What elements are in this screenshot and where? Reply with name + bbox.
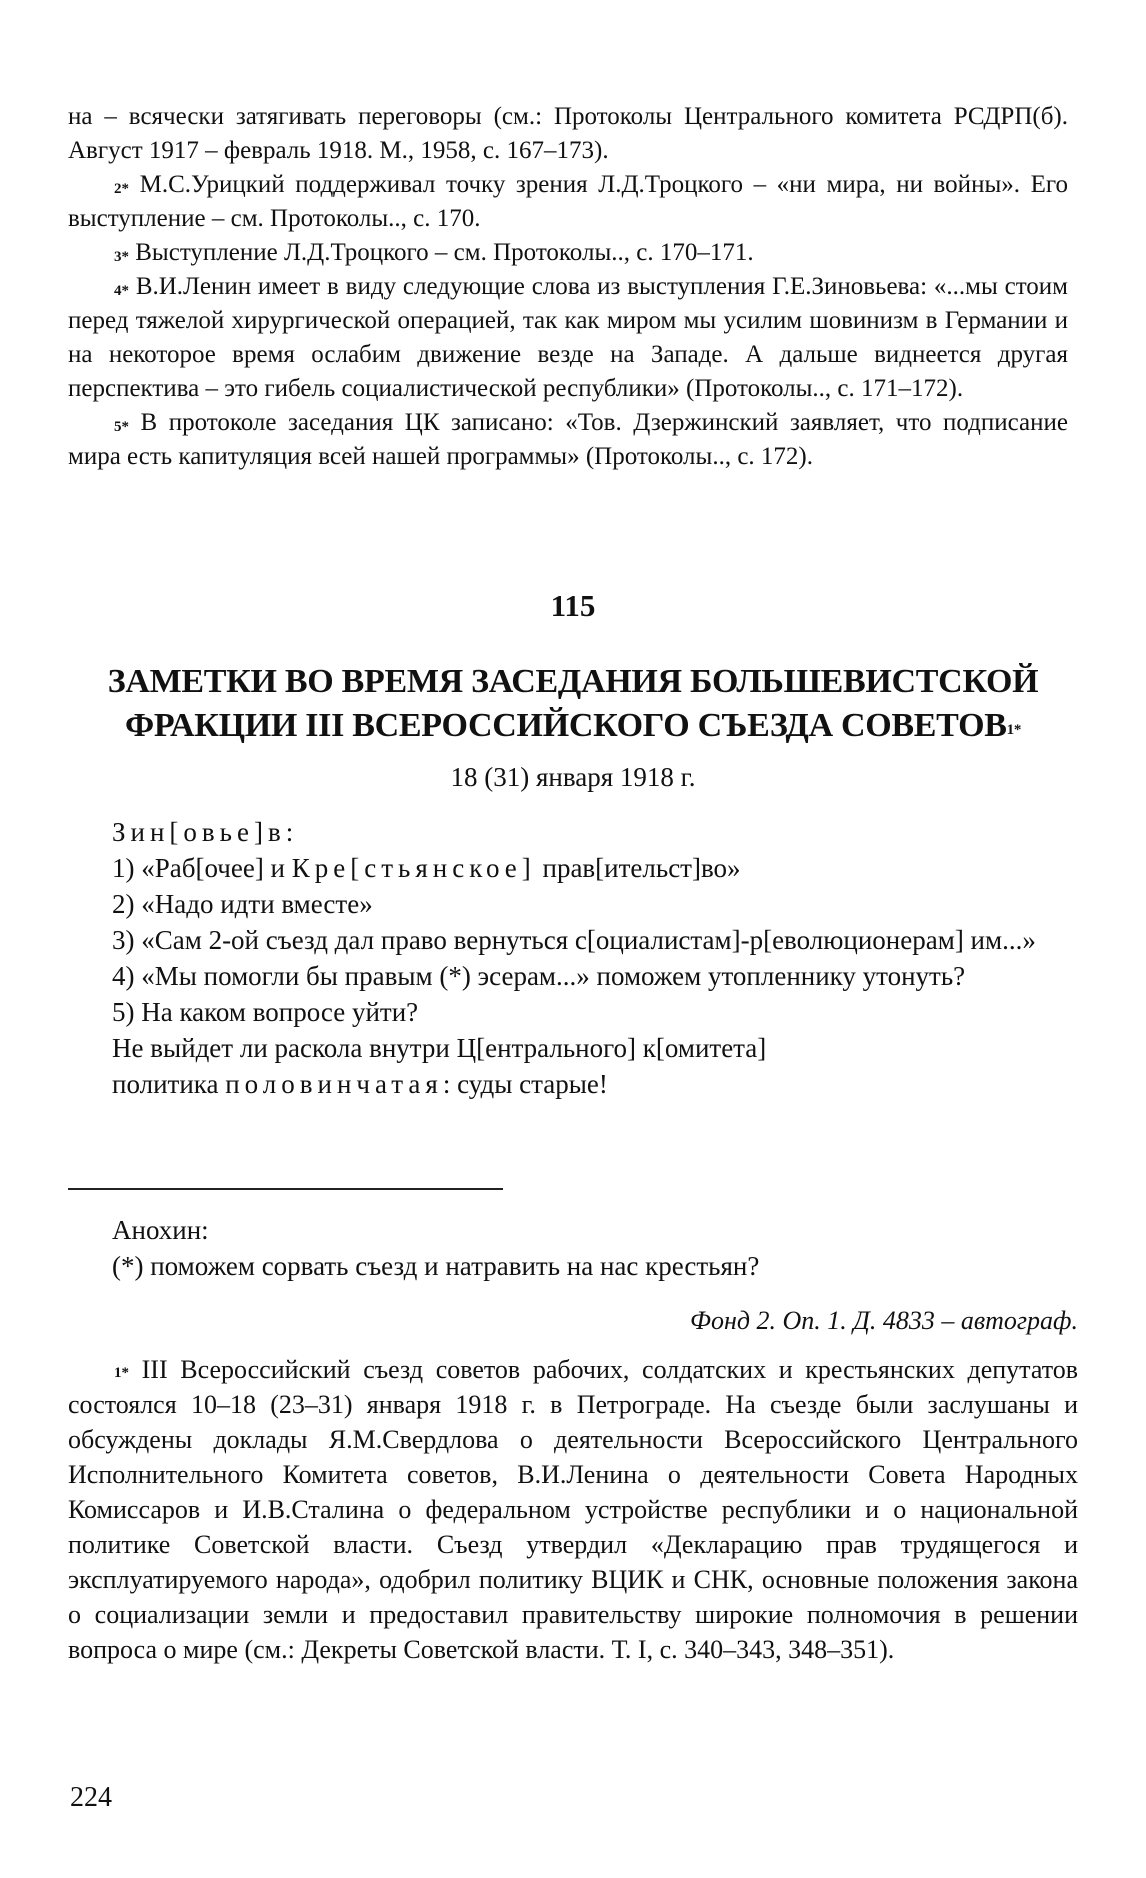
note-item-4: 4) «Мы помогли бы правым (*) эсерам...» поможем утопленнику утонуть? — [112, 961, 966, 991]
note-item-3: 3) «Сам 2-ой съезд дал право вернуться с[оциалистам]-р[еволюционерам] им...» — [112, 925, 1036, 955]
notes-body — [112, 814, 1078, 1102]
footnote-2: $^{2*}$ М.С.Урицкий поддерживал точку зрения Л.Д.Троцкого – «ни мира, ни войны». Его выступление – см. Протоколы.., с. 170. — [68, 171, 1068, 232]
document-number: 115 — [550, 588, 596, 623]
note-item-5: 5) На каком вопросе уйти? — [112, 997, 419, 1027]
footnote-5: $^{5*}$ В протоколе заседания ЦК записано: «Тов. Дзержинский заявляет, что подписание мира есть капитуляция всей нашей программы» (Протоколы.., с. 172). — [68, 409, 1068, 470]
footnote-4: $^{4*}$ В.И.Ленин имеет в виду следующие слова из выступления Г.Е.Зиновьева: «...мы стоим перед тяжелой хирургической операцией, так как миром мы усилим шовинизм в Германии и на некоторое время ослабим движение везде на Западе. А дальше виднеется другая перспектива – это гибель социалистической республики» (Протоколы.., с. 171–172). — [68, 273, 1068, 402]
document-title: ЗАМЕТКИ ВО ВРЕМЯ ЗАСЕДАНИЯ БОЛЬШЕВИСТСКОЙ ФРАКЦИИ III ВСЕРОССИЙСКОГО СЪЕЗДА $СОВЕТОВ^{1*}$ — [107, 663, 1039, 744]
footnote-continuation: на – всячески затягивать переговоры (см.: Протоколы Центрального комитета РСДРП(б). Август 1917 – февраль 1918. М., 1958, с. 167–173). — [68, 103, 1068, 164]
top-footnotes — [68, 100, 1068, 474]
note-item-2: 2) «Надо идти вместе» — [112, 889, 373, 919]
speaker-anokhin: Анохин: — [112, 1215, 209, 1245]
note-line-6: Не выйдет ли раскола внутри Ц[ентрального] к[омитета] — [112, 1033, 767, 1063]
separator-rule — [68, 1188, 503, 1190]
note-line-8: (*) поможем сорвать съезд и натравить на нас крестьян? — [112, 1251, 760, 1281]
page-number: 224 — [70, 1782, 112, 1813]
archive-source: Фонд 2. Оп. 1. Д. 4833 – автограф. — [690, 1306, 1078, 1335]
footnote-3: $^{3*}$ Выступление Л.Д.Троцкого – см. Протоколы.., с. 170–171. — [114, 239, 754, 266]
notes-body-2 — [112, 1212, 1078, 1284]
footnote-bottom: $^{1*}$ III Всероссийский съезд советов рабочих, солдатских и крестьянских депутатов состоялся 10–18 (23–31) января 1918 г. в Петрограде. На съезде были заслушаны и обсуждены доклады Я.М.Свердлова о деятельности Всероссийского Центрального Исполнительного Комитета советов, В.И.Ленина о деятельности Совета Народных Комиссаров и И.В.Сталина о федеральном устройстве республики и о национальной политике Советской власти. Съезд утвердил «Декларацию прав трудящегося и эксплуатируемого народа», одобрил политику ВЦИК и СНК, основные положения закона о социализации земли и предоставил правительству широкие полномочия в решении вопроса о мире (см.: Декреты Советской власти. Т. I, с. 340–343, 348–351). — [68, 1355, 1078, 1664]
note-line-7: политика половинчатая: суды старые! — [112, 1069, 608, 1099]
speaker-zinoviev: Зин[овье]в: — [112, 817, 299, 847]
document-date: 18 (31) января 1918 г. — [450, 762, 696, 792]
note-item-1: 1) «Раб[очее] и Кре[стьянское] прав[ительст]во» — [112, 853, 741, 883]
